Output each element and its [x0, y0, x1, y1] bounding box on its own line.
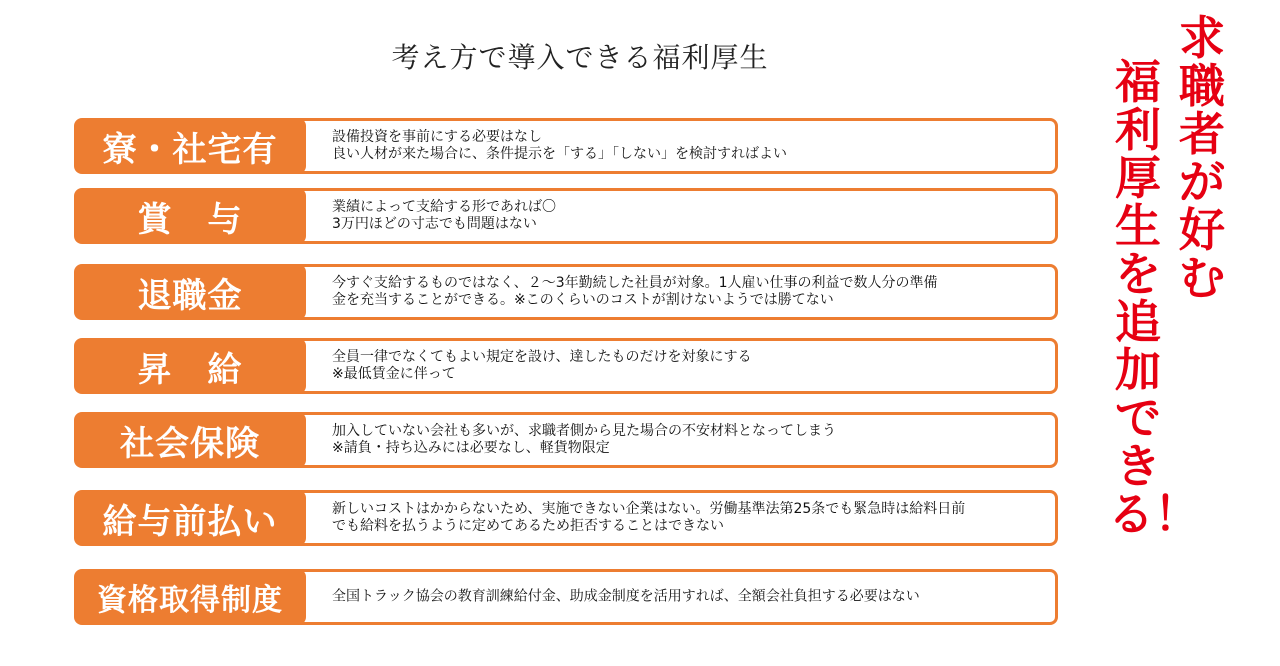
side-text-left: 福利厚生を追加できる！	[1108, 55, 1200, 541]
benefit-description-line: 加入していない会社も多いが、求職者側から見た場合の不安材料となってしまう	[332, 423, 836, 439]
benefit-label: 賞 与	[74, 188, 306, 244]
benefit-row	[74, 118, 1058, 174]
benefit-label: 寮・社宅有	[74, 118, 306, 174]
benefit-description-line: 金を充当することができる。※このくらいのコストが割けないようでは勝てない	[332, 292, 834, 308]
benefit-label: 退職金	[74, 264, 306, 320]
benefit-description-line: 設備投資を事前にする必要はなし	[332, 129, 542, 145]
benefit-row	[74, 412, 1058, 468]
benefit-description	[332, 501, 1038, 535]
benefit-description	[332, 589, 1038, 606]
benefit-description	[332, 129, 1038, 163]
benefit-row	[74, 188, 1058, 244]
benefit-description	[332, 349, 1038, 383]
benefit-label: 社会保険	[74, 412, 306, 468]
benefit-row	[74, 490, 1058, 546]
benefit-label: 資格取得制度	[74, 569, 306, 625]
benefit-row	[74, 264, 1058, 320]
benefit-description-line: 今すぐ支給するものではなく、２〜3年勤続した社員が対象。1人雇い仕事の利益で数人分の準備	[332, 275, 938, 291]
benefit-row	[74, 569, 1058, 625]
benefit-description-line: ※請負・持ち込みには必要なし、軽貨物限定	[332, 440, 610, 456]
benefit-description-line: 業績によって支給する形であれば〇	[332, 199, 556, 215]
benefit-description	[332, 423, 1038, 457]
benefit-description-line: 全員一律でなくてもよい規定を設け、達したものだけを対象にする	[332, 349, 752, 365]
benefit-description	[332, 199, 1038, 233]
benefit-description-line: 全国トラック協会の教育訓練給付金、助成金制度を活用すれば、全額会社負担する必要はない	[332, 588, 920, 605]
benefit-label: 昇 給	[74, 338, 306, 394]
benefit-description-line: ※最低賃金に伴って	[332, 366, 456, 382]
benefit-description	[332, 275, 1038, 309]
benefit-description-line: 良い人材が来た場合に、条件提示を「する」「しない」を検討すればよい	[332, 146, 787, 162]
benefit-label: 給与前払い	[74, 490, 306, 546]
benefit-description-line: でも給料を払うように定めてあるため拒否することはできない	[332, 518, 724, 534]
benefit-description-line: 新しいコストはかからないため、実施できない企業はない。労働基準法第25条でも緊急時は給料日前	[332, 501, 966, 517]
benefit-description-line: 3万円ほどの寸志でも問題はない	[332, 216, 537, 232]
benefit-row	[74, 338, 1058, 394]
page-title: 考え方で導入できる福利厚生	[391, 41, 769, 74]
side-text-right: 求職者が好む	[1179, 11, 1225, 305]
